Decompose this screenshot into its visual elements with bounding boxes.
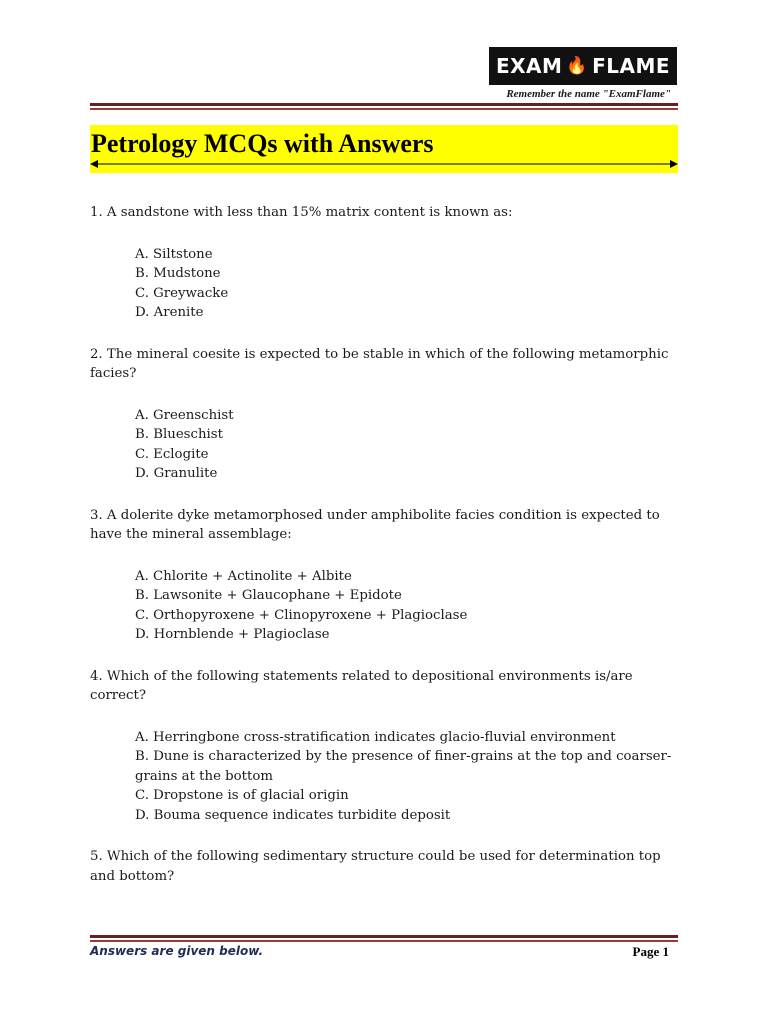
option-list	[135, 567, 680, 645]
double-arrow-icon	[90, 159, 678, 169]
option: C. Eclogite	[135, 446, 209, 462]
option: B. Blueschist	[135, 427, 223, 442]
option: D. Hornblende + Plagioclase	[135, 627, 330, 642]
question-text: 2. The mineral coesite is expected to be stable in which of the following metamorphic facies?	[90, 346, 669, 381]
tagline: Remember the name "ExamFlame"	[506, 88, 671, 100]
logo	[489, 47, 677, 85]
option: C. Greywacke	[135, 285, 229, 301]
option: D. Bouma sequence indicates turbidite deposit	[135, 807, 451, 823]
page-number: Page 1	[632, 944, 669, 959]
option: B. Dune is characterized by the presence of finer-grains at the top and coarser-grains at the bottom	[135, 749, 672, 784]
option: D. Granulite	[135, 466, 218, 481]
question-item	[90, 203, 680, 323]
question-item	[90, 667, 680, 826]
page-title: Petrology MCQs with Answers	[91, 129, 434, 158]
option: A. Siltstone	[135, 246, 213, 262]
question-text: 4. Which of the following statements related to depositional environments is/are correct?	[90, 668, 633, 703]
footer-rule	[90, 935, 678, 944]
option: B. Lawsonite + Glaucophane + Epidote	[135, 588, 402, 603]
flame-icon: 🔥	[566, 56, 589, 76]
title-banner	[90, 125, 678, 173]
question-text: 5. Which of the following sedimentary structure could be used for determination top and bottom?	[90, 849, 661, 884]
question-item	[90, 847, 680, 886]
question-text: 3. A dolerite dyke metamorphosed under amphibolite facies condition is expected to have the mineral assemblage:	[90, 507, 660, 542]
option: A. Greenschist	[135, 407, 234, 423]
question-item	[90, 506, 680, 645]
footer-note: Answers are given below.	[90, 944, 264, 958]
option: D. Arenite	[135, 305, 204, 320]
logo-text-left: EXAM	[495, 54, 563, 78]
option: C. Dropstone is of glacial origin	[135, 788, 349, 803]
option-list	[135, 728, 680, 826]
option: B. Mudstone	[135, 266, 221, 281]
header-rule	[90, 103, 678, 112]
logo-text-right: FLAME	[592, 54, 671, 78]
option-list	[135, 245, 680, 323]
option: A. Chlorite + Actinolite + Albite	[135, 568, 352, 584]
option-list	[135, 406, 680, 484]
question-list	[90, 203, 680, 908]
question-text: 1. A sandstone with less than 15% matrix content is known as:	[90, 205, 513, 220]
option: A. Herringbone cross-stratification indicates glacio-fluvial environment	[135, 729, 616, 745]
option: C. Orthopyroxene + Clinopyroxene + Plagioclase	[135, 607, 468, 623]
question-item	[90, 345, 680, 484]
